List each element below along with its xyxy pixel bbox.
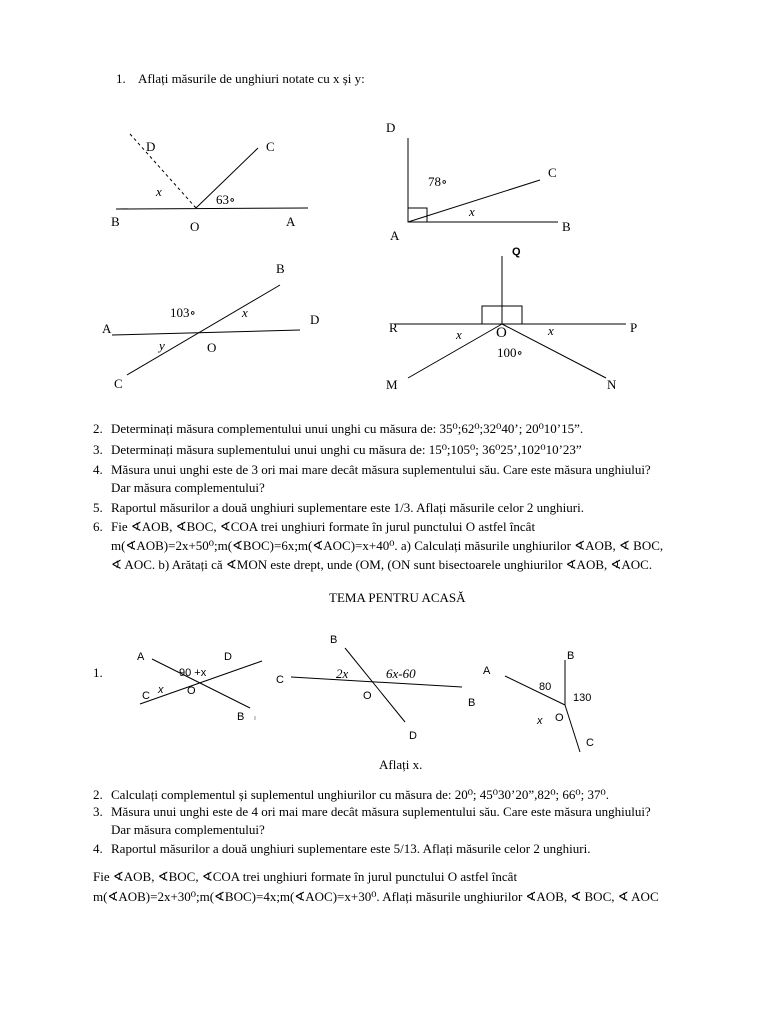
figA-expr: 90 +x — [179, 667, 207, 679]
fig3-label-x: x — [242, 305, 248, 320]
fig3-line-CB — [127, 285, 280, 375]
fig2-right-angle — [408, 208, 427, 222]
fig4-label-R: R — [389, 320, 398, 335]
figA-label-O: O — [187, 685, 196, 697]
figB-label-D: D — [409, 730, 417, 742]
homework-2-number: 2. — [93, 787, 103, 802]
fig1-label-C: C — [266, 139, 275, 154]
fig1-line-BA — [116, 208, 308, 209]
fig3-label-y: y — [159, 338, 165, 353]
fig1-label-B: B — [111, 214, 120, 229]
fig1-label-A: A — [286, 214, 296, 229]
problem-4-text-line2: Dar măsura complementului? — [111, 480, 265, 495]
fig4-label-P: P — [630, 320, 638, 335]
section1-number: 1. — [116, 71, 126, 86]
homework-4-text: Raportul măsurilor a două unghiuri suplementare este 5/13. Aflați măsurile celor 2 unghiuri. — [111, 841, 591, 856]
fig1-label-x: x — [156, 184, 162, 199]
figC-ray-OC — [565, 705, 580, 752]
figC-label-B: B — [567, 650, 575, 662]
figB-line-BD — [345, 648, 405, 722]
problem-6-text-line2: m(∢AOB)=2x+50⁰;m(∢BOC)=6x;m(∢AOC)=x+40⁰. a) Calculați măsurile unghiurilor ∢AOB, ∢ BOC, — [111, 538, 664, 553]
figB-label-2x: 2x — [336, 666, 349, 681]
homework-4-number: 4. — [93, 841, 103, 856]
fig2-angle: 78∘ — [428, 174, 448, 189]
problem-6-text-line3: ∢ AOC. b) Arătați că ∢MON este drept, unde (OM, (ON sunt bisectoarele unghiurilor ∢AOB, ∢AOC. — [111, 557, 653, 572]
homework-2-text: Calculați complementul și suplementul unghiurilor cu măsura de: 20⁰; 45⁰30’20”,82⁰; 66⁰; 37⁰. — [111, 787, 609, 802]
fig3-angle: 103∘ — [170, 305, 196, 320]
figC-angle-130: 130 — [573, 692, 592, 704]
figB-label-C: C — [276, 674, 284, 686]
fig4-label-x-left: x — [456, 327, 462, 342]
fig3-label-D: D — [310, 312, 320, 327]
problem-5-number: 5. — [93, 500, 103, 515]
figA-label-D: D — [224, 651, 232, 663]
figB-expr: 6x-60 — [386, 666, 416, 681]
fig2-label-C: C — [548, 165, 557, 180]
problem-6-number: 6. — [93, 519, 103, 534]
figB-label-O: O — [363, 690, 372, 702]
homework-last-text: Fie ∢AOB, ∢BOC, ∢COA trei unghiuri formate în jurul punctului O astfel încât — [93, 869, 518, 884]
problem-5-text: Raportul măsurilor a două unghiuri suplementare este 1/3. Aflați măsurile celor 2 unghiuri. — [111, 500, 584, 515]
figA-label-B: B — [237, 711, 245, 723]
figC-label-O: O — [555, 712, 564, 724]
homework-3-text: Măsura unui unghi este de 4 ori mai mare decât măsura suplementului său. Care este măsura unghiului? — [111, 804, 651, 819]
homework-last-text-line2: m(∢AOB)=2x+30⁰;m(∢BOC)=4x;m(∢AOC)=x+30⁰. Aflați măsurile unghiurilor ∢AOB, ∢ BOC, ∢ AOC — [93, 889, 659, 904]
fig2-label-x: x — [469, 204, 475, 219]
figB-line-CB — [291, 677, 462, 687]
problem-6-text: Fie ∢AOB, ∢BOC, ∢COA trei unghiuri formate în jurul punctului O astfel încât — [111, 519, 536, 534]
problem-4-number: 4. — [93, 462, 103, 477]
fig4-label-N: N — [607, 377, 617, 392]
fig3-label-C: C — [114, 376, 123, 391]
section1-title: Aflați măsurile de unghiuri notate cu x și y: — [138, 71, 365, 86]
fig2-label-D: D — [386, 120, 396, 135]
problem-3-number: 3. — [93, 442, 103, 457]
fig3-label-A: A — [102, 321, 112, 336]
fig3-label-B: B — [276, 261, 285, 276]
figB-label-B: B — [330, 634, 338, 646]
fig3-line-AD — [112, 330, 300, 335]
fig1-angle: 63∘ — [216, 192, 236, 207]
homework-caption: Aflați x. — [379, 757, 423, 772]
homework-3-text-line2: Dar măsura complementului? — [111, 822, 265, 837]
problem-2-number: 2. — [93, 421, 103, 436]
fig3-label-O: O — [207, 340, 217, 355]
fig2-label-B: B — [562, 219, 571, 234]
figC-label-A: A — [483, 665, 491, 677]
figC-angle-80: 80 — [539, 681, 552, 693]
fig4-ray-OM — [408, 324, 502, 378]
figC-label-x: x — [537, 715, 543, 727]
fig1-ray-OD — [130, 134, 196, 208]
homework-1-number: 1. — [93, 665, 103, 680]
figC-label-C: C — [586, 737, 594, 749]
fig4-label-x-right: x — [548, 323, 554, 338]
fig4-label-O: O — [496, 325, 507, 341]
figA-label-C: C — [142, 690, 150, 702]
figB-label-B2: B — [468, 697, 476, 709]
problem-2-text: Determinați măsura complementului unui unghi cu măsura de: 35⁰;62⁰;32⁰40’; 20⁰10’15”. — [111, 421, 584, 436]
fig1-label-D: D — [146, 139, 156, 154]
problem-3-text: Determinați măsura suplementului unui unghi cu măsura de: 15⁰;105⁰; 36⁰25’,102⁰10’23” — [111, 442, 582, 457]
fig4-label-M: M — [386, 377, 398, 392]
figC-ray-OA — [505, 676, 565, 705]
figA-label-A: A — [137, 651, 145, 663]
figA-label-x: x — [158, 684, 164, 696]
fig4-angle: 100∘ — [497, 345, 523, 360]
fig2-label-A: A — [390, 228, 400, 243]
problem-4-text: Măsura unui unghi este de 3 ori mai mare decât măsura suplementului său. Care este măsura unghiului? — [111, 462, 651, 477]
fig1-label-O: O — [190, 219, 200, 234]
fig4-label-Q: Q — [512, 246, 521, 258]
homework-3-number: 3. — [93, 804, 103, 819]
homework-title: TEMA PENTRU ACASĂ — [329, 590, 466, 605]
